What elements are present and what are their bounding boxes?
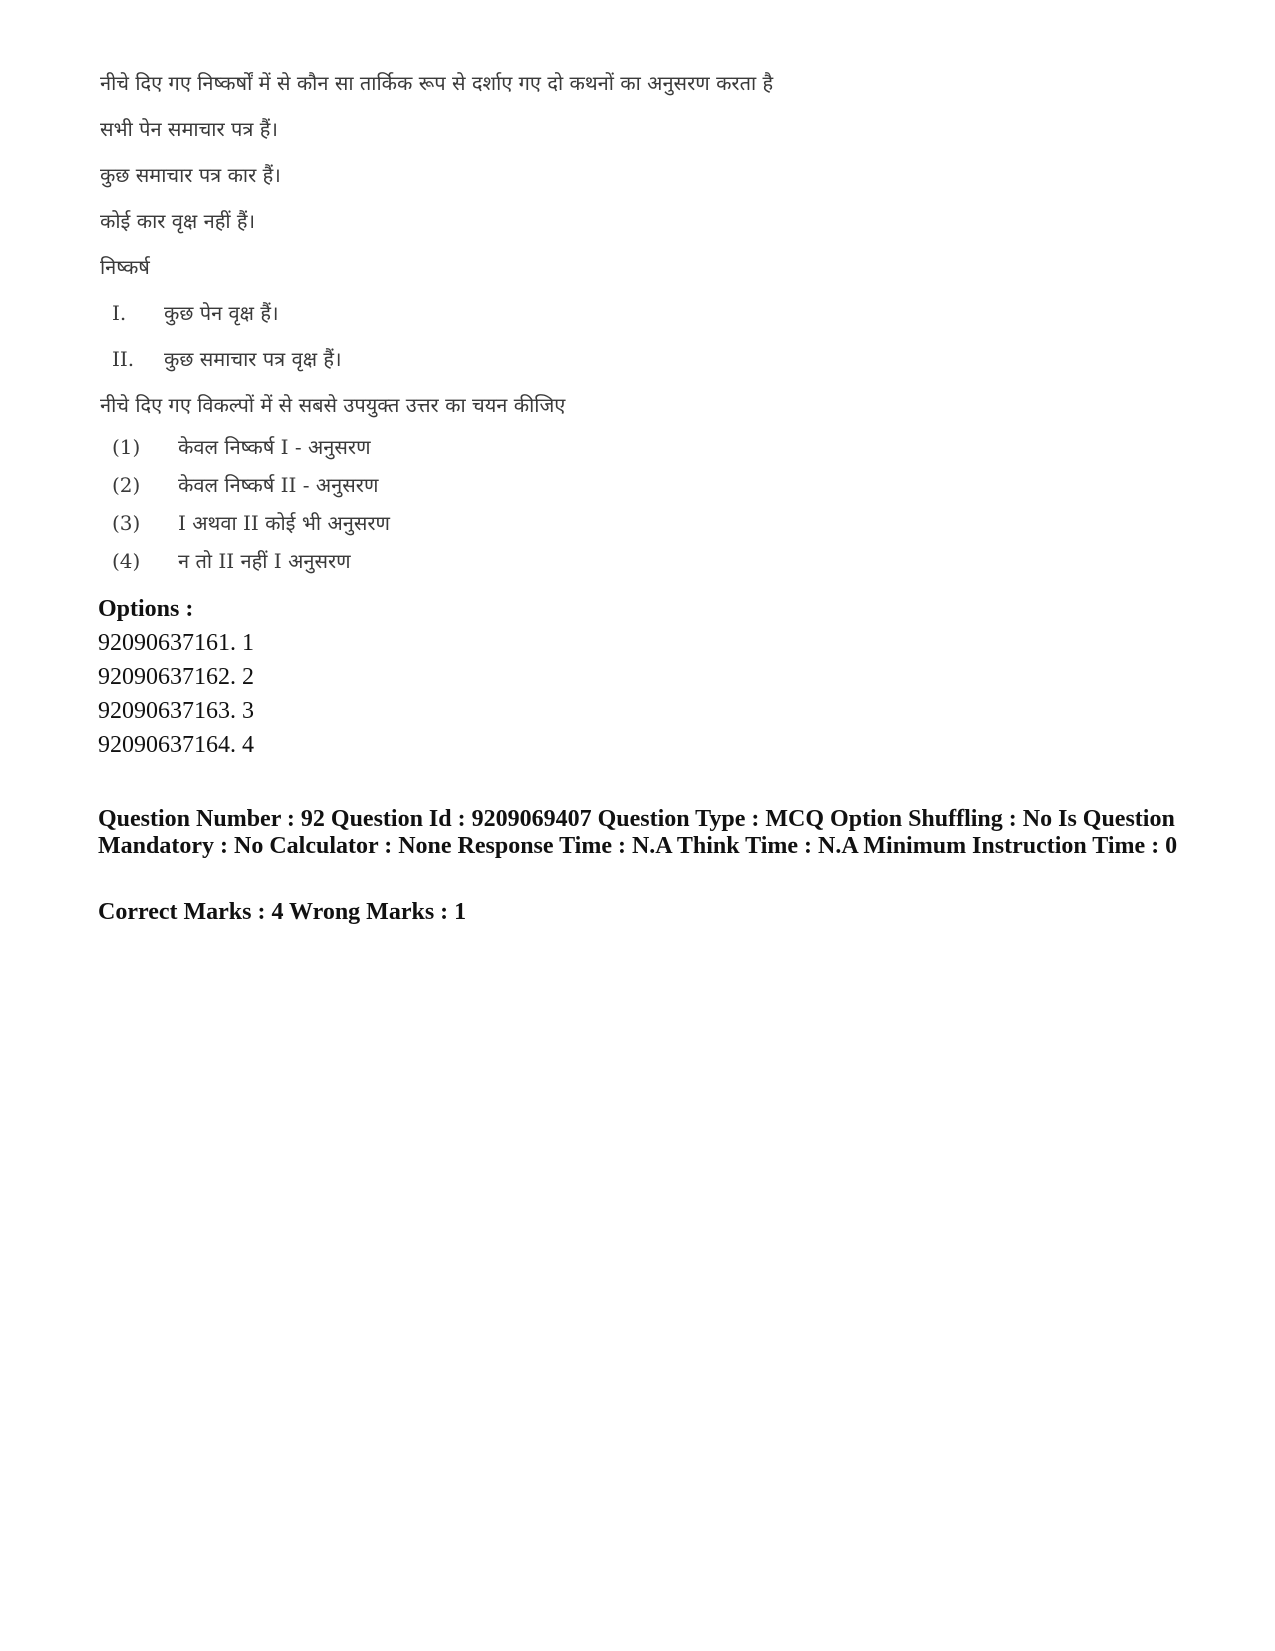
question-instruction: नीचे दिए गए विकल्पों में से सबसे उपयुक्त उत्तर का चयन कीजिए [100, 393, 566, 417]
marks-info: Correct Marks : 4 Wrong Marks : 1 [98, 899, 467, 925]
option-item: 92090637164. 4 [98, 732, 254, 758]
alternative-item [100, 428, 820, 466]
statement-2: कुछ समाचार पत्र कार हैं। [100, 163, 281, 187]
option-item: 92090637162. 2 [98, 664, 254, 690]
alternative-number: (4) [112, 549, 141, 573]
options-heading: Options : [98, 596, 194, 622]
alternative-number: (2) [112, 473, 141, 497]
alternative-item [100, 466, 820, 504]
conclusion-item [100, 336, 820, 382]
option-item: 92090637163. 3 [98, 698, 254, 724]
alternative-text: I अथवा II कोई भी अनुसरण [178, 511, 390, 535]
alternative-text: केवल निष्कर्ष I - अनुसरण [178, 435, 371, 459]
option-item: 92090637161. 1 [98, 630, 254, 656]
alternative-text: केवल निष्कर्ष II - अनुसरण [178, 473, 379, 497]
statement-1: सभी पेन समाचार पत्र हैं। [100, 117, 278, 141]
conclusion-item [100, 290, 820, 336]
alternative-number: (1) [112, 435, 141, 459]
conclusion-text: कुछ पेन वृक्ष हैं। [164, 301, 279, 325]
alternative-item [100, 504, 820, 542]
question-metadata: Question Number : 92 Question Id : 9209069407 Question Type : MCQ Option Shuffling : No Is Question Mandatory : No Calculator : None Response Time : N.A Think Time : N.A Minimum Instruction Time : 0 [98, 806, 1178, 859]
conclusion-heading: निष्कर्ष [100, 255, 150, 279]
question-stem: नीचे दिए गए निष्कर्षों में से कौन सा तार्किक रूप से दर्शाए गए दो कथनों का अनुसरण करता है [100, 71, 774, 95]
conclusion-number: II. [112, 347, 135, 371]
options-list [98, 592, 254, 762]
alternative-text: न तो II नहीं I अनुसरण [178, 549, 351, 573]
question-image [100, 60, 820, 580]
conclusion-text: कुछ समाचार पत्र वृक्ष हैं। [164, 347, 342, 371]
alternative-item [100, 542, 820, 580]
alternative-number: (3) [112, 511, 141, 535]
statement-3: कोई कार वृक्ष नहीं हैं। [100, 209, 256, 233]
conclusion-number: I. [112, 301, 127, 325]
